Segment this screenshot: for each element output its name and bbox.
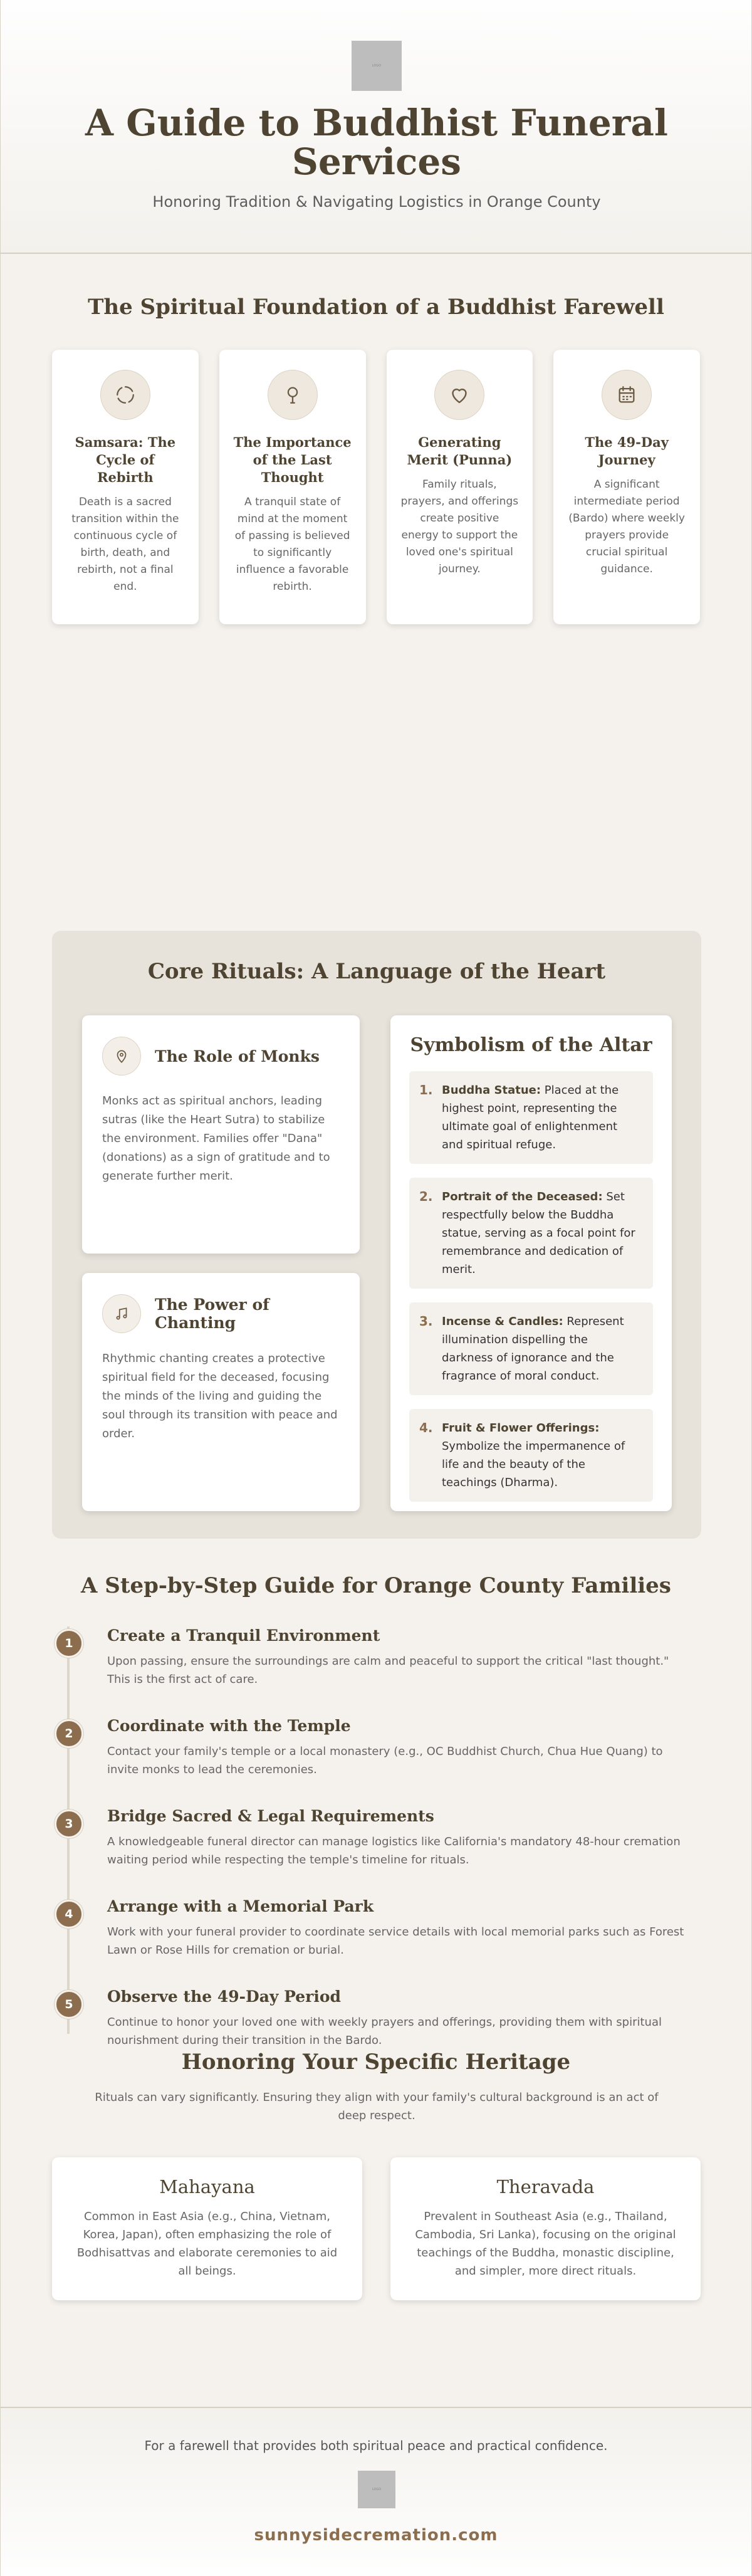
altar-item [409,1302,653,1395]
altar-title: Symbolism of the Altar [410,1034,652,1056]
foundation-card [387,350,533,624]
header [1,0,751,254]
timeline-step [52,1626,701,1717]
monks-text: Monks act as spiritual anchors, leading sutras (like the Heart Sutra) to stabilize the environment. Families offer "Dana" (donations) as a sign of gratitude and to generate further merit. [102,1094,330,1183]
website-link[interactable]: sunnysidecremation.com [254,2526,498,2545]
calendar-icon [602,370,652,420]
chanting-card [82,1273,360,1511]
step-text: Upon passing, ensure the surroundings are calm and peaceful to support the critical "last thought." This is the first act of care. [107,1655,669,1686]
card-title: Samsara: The Cycle of Rebirth [75,434,176,485]
step-title: Coordinate with the Temple [107,1717,351,1735]
heart-icon [434,370,484,420]
step-text: Contact your family's temple or a local monastery (e.g., OC Buddhist Church, Chua Hue Quang) to invite monks to lead the ceremonies. [107,1745,663,1776]
altar-item-number: 4. [419,1420,433,1435]
altar-item-label: Fruit & Flower Offerings: [442,1422,600,1435]
timeline-step [52,1807,701,1897]
cycle-icon [100,370,150,420]
foundation-card [52,350,199,624]
heritage-card-title: Theravada [496,2176,595,2197]
heritage-card-text: Prevalent in Southeast Asia (e.g., Thailand, Cambodia, Sri Lanka), focusing on the original teachings of the Buddha, monastic discipline, and simpler, more direct rituals. [415,2210,676,2278]
step-title: Observe the 49-Day Period [107,1987,342,2006]
altar-item-text: Set respectfully below the Buddha statue, serving as a focal point for remembrance and dedication of merit. [442,1190,635,1276]
steps-title: A Step-by-Step Guide for Orange County Families [81,1573,671,1598]
step-number: 4 [55,1900,83,1929]
altar-item-text: Placed at the highest point, representing the ultimate goal of enlightenment and spiritual refuge. [442,1084,619,1151]
foundation-cards [1,350,751,624]
header-logo [352,41,402,91]
footer-tagline: For a farewell that provides both spiritual peace and practical confidence. [144,2438,608,2453]
heritage-card-theravada [390,2157,701,2300]
steps-section [1,1539,751,2050]
footer-logo [358,2471,395,2508]
card-title: Generating Merit (Punna) [407,434,513,468]
heritage-section [1,2050,751,2407]
altar-item-text: Symbolize the impermanence of life and the beauty of the teachings (Dharma). [442,1440,625,1489]
chanting-title: The Power of Chanting [155,1296,269,1332]
step-text: A knowledgeable funeral director can manage logistics like California's mandatory 48-hour cremation waiting period while respecting the temple's timeline for rituals. [107,1835,681,1867]
foundation-title: The Spiritual Foundation of a Buddhist Farewell [88,295,664,320]
timeline [52,1626,701,2078]
chanting-text: Rhythmic chanting creates a protective spiritual field for the deceased, focusing the minds of the living and guiding the soul through its transition with peace and order. [102,1352,338,1440]
card-text: Death is a sacred transition within the continuous cycle of birth, death, and rebirth, not a final end. [71,496,179,593]
step-number: 3 [55,1809,83,1838]
card-text: A significant intermediate period (Bardo) where weekly prayers provide crucial spiritual guidance. [568,478,685,575]
foundation-card [219,350,366,624]
step-number: 5 [55,1990,83,2019]
monks-title: The Role of Monks [155,1047,320,1065]
rituals-title: Core Rituals: A Language of the Heart [147,959,606,984]
altar-item [409,1409,653,1502]
heritage-intro: Rituals can vary significantly. Ensuring they align with your family's cultural background is an act of deep respect. [95,2091,659,2122]
altar-card [390,1015,672,1511]
altar-item-number: 2. [419,1189,433,1204]
altar-item-text: Represent illumination dispelling the darkness of ignorance and the fragrance of moral conduct. [442,1315,624,1383]
card-text: Family rituals, prayers, and offerings create positive energy to support the loved one's spiritual journey. [400,478,519,575]
monks-card [82,1015,360,1254]
heritage-title: Honoring Your Specific Heritage [181,2050,571,2075]
step-number: 1 [55,1629,83,1658]
logo-text: LOGO [372,2488,382,2491]
page-subtitle: Honoring Tradition & Navigating Logistics in Orange County [152,193,601,211]
location-pin-icon [102,1037,141,1076]
timeline-step [52,1897,701,1987]
foundation-section [1,254,751,1489]
card-text: A tranquil state of mind at the moment of passing is believed to significantly influence a favorable rebirth. [234,496,350,593]
heritage-card-text: Common in East Asia (e.g., China, Vietnam, Korea, Japan), often emphasizing the role of Bodhisattvas and elaborate ceremonies to aid all beings. [76,2210,338,2278]
step-title: Arrange with a Memorial Park [107,1897,374,1915]
altar-item-label: Portrait of the Deceased: [442,1190,603,1203]
altar-item-label: Incense & Candles: [442,1315,563,1328]
timeline-step [52,1717,701,1807]
lightbulb-icon [268,370,318,420]
step-number: 2 [55,1719,83,1748]
card-title: The 49-Day Journey [585,434,669,468]
altar-item-label: Buddha Statue: [442,1084,541,1097]
page-title: A Guide to Buddhist Funeral Services [85,102,668,183]
logo-text: LOGO [372,64,382,68]
music-note-icon [102,1294,141,1333]
altar-item-number: 1. [419,1082,433,1097]
altar-item [409,1071,653,1164]
step-text: Work with your funeral provider to coordinate service details with local memorial parks such as Forest Lawn or Rose Hills for cremation or burial. [107,1925,684,1957]
rituals-section [52,931,701,1539]
foundation-card [553,350,700,624]
footer [1,2407,751,2576]
altar-item-number: 3. [419,1314,433,1329]
card-title: The Importance of the Last Thought [233,434,352,485]
step-text: Continue to honor your loved one with weekly prayers and offerings, providing them with spiritual nourishment during their transition in the Bardo. [107,2016,662,2047]
step-title: Bridge Sacred & Legal Requirements [107,1807,434,1825]
heritage-card-title: Mahayana [159,2176,255,2197]
altar-item [409,1178,653,1289]
heritage-card-mahayana [52,2157,362,2300]
step-title: Create a Tranquil Environment [107,1626,380,1645]
